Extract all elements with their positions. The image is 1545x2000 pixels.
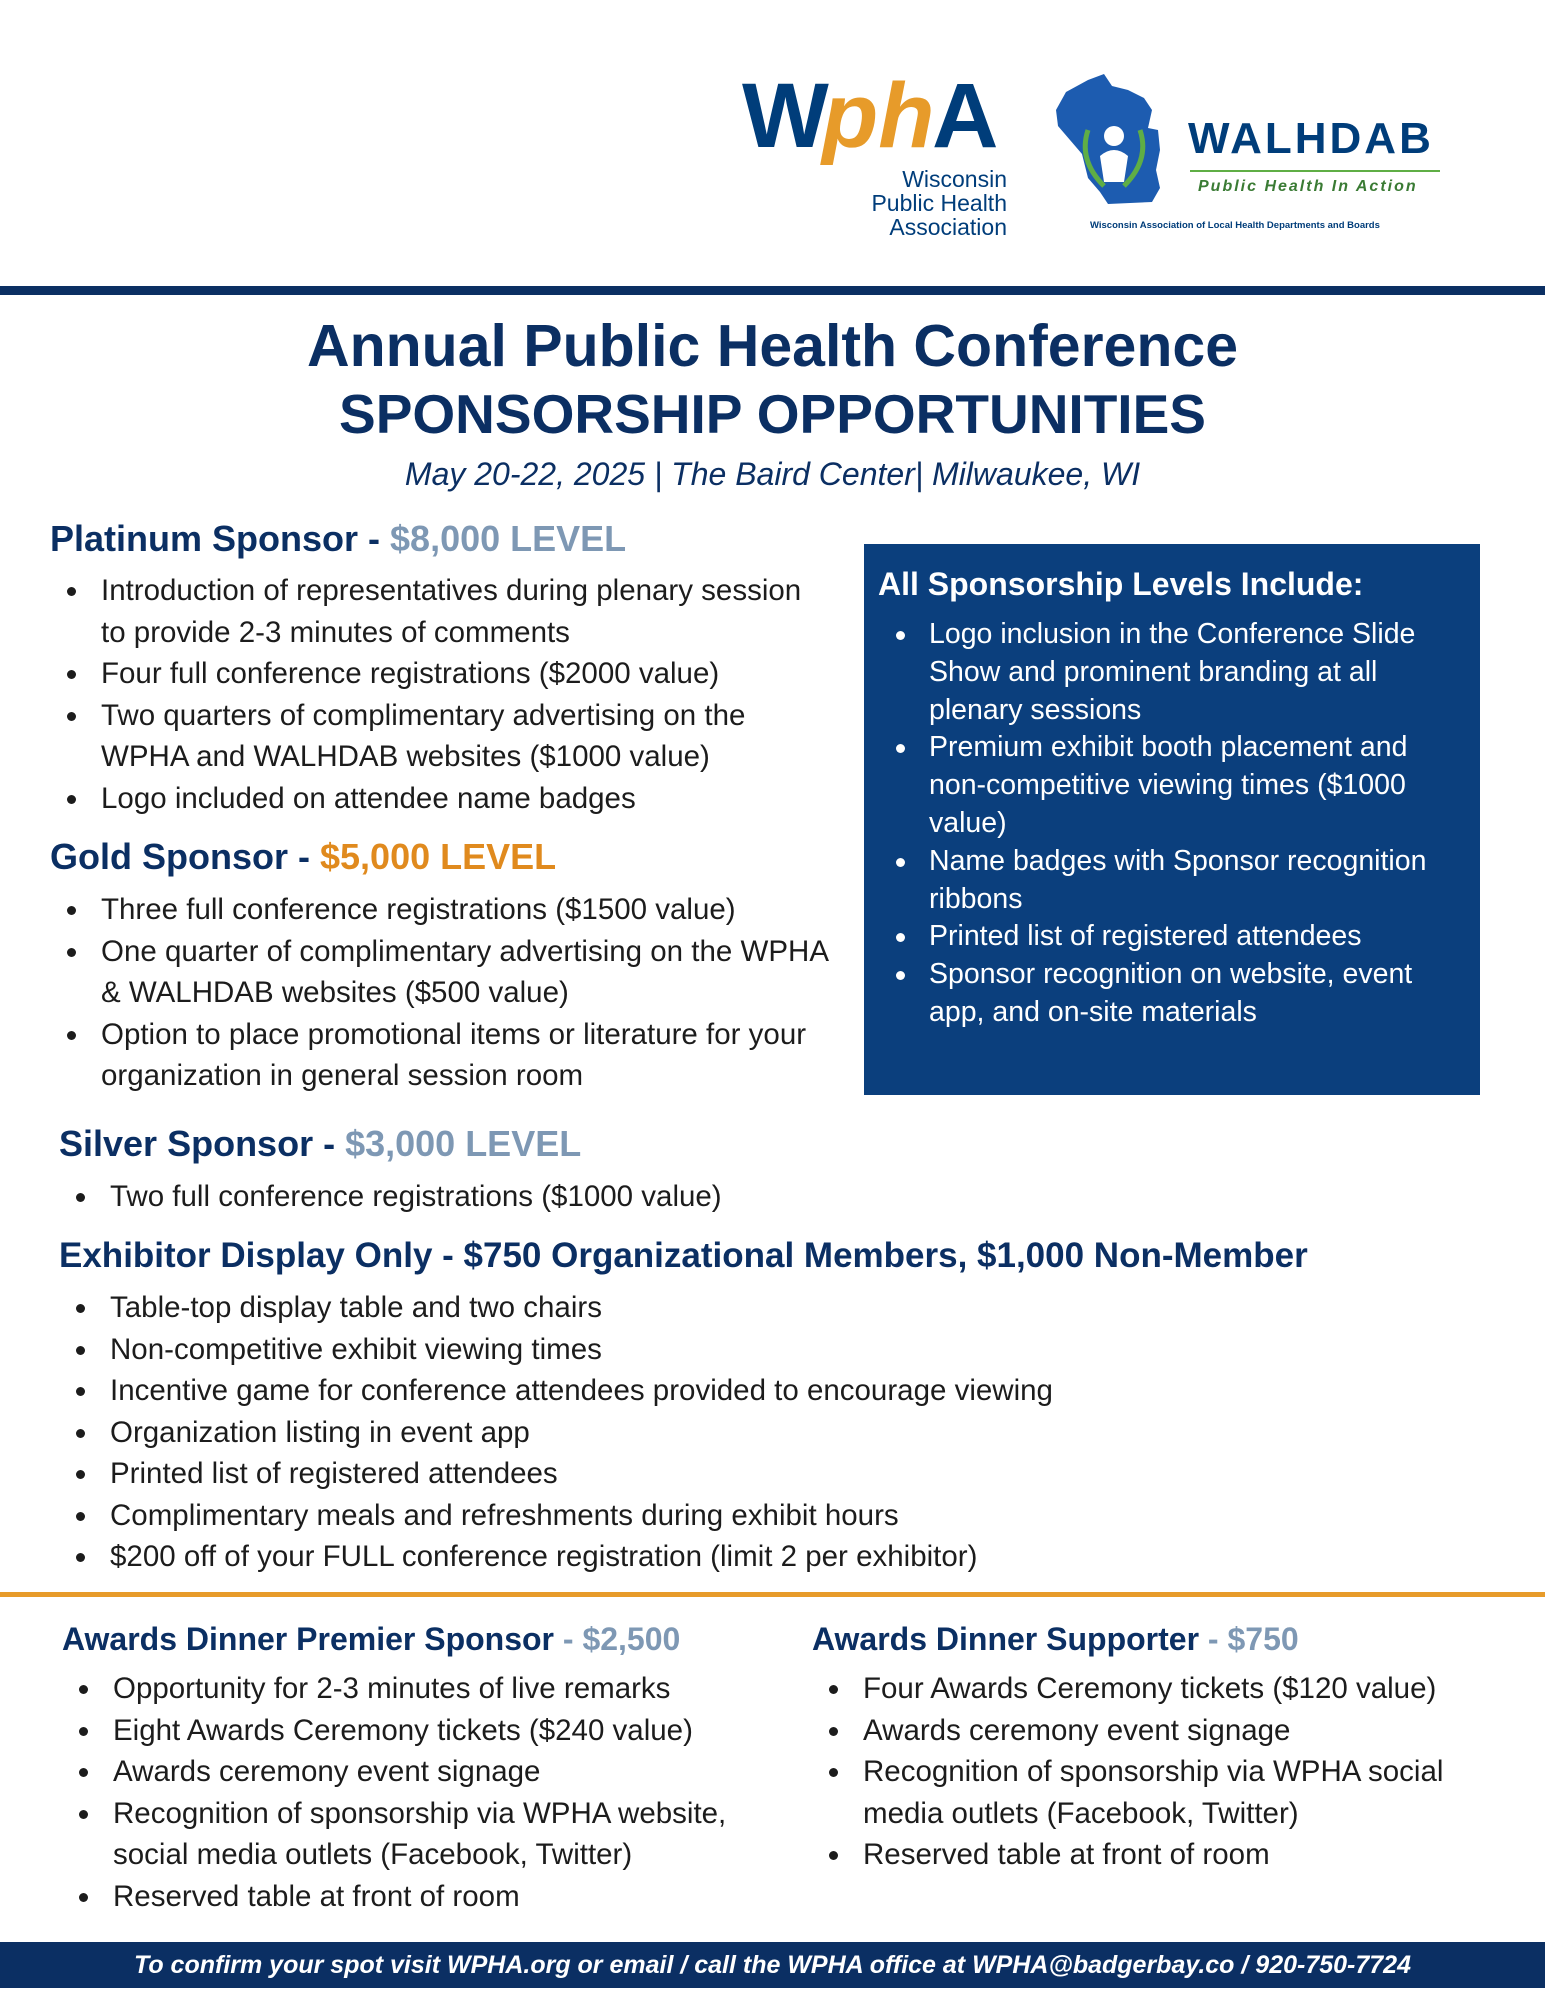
wpha-sub-line3: Association xyxy=(889,214,1007,240)
list-item: Logo inclusion in the Conference Slide Show and prominent branding at all plenary sessions xyxy=(864,616,1464,729)
event-dateline: May 20-22, 2025 | The Baird Center| Milwaukee, WI xyxy=(404,456,1141,492)
silver-benefits xyxy=(59,1176,1059,1218)
silver-price: $3,000 LEVEL xyxy=(345,1123,582,1164)
all-levels-title: All Sponsorship Levels Include: xyxy=(878,566,1364,602)
wpha-sub-line2: Public Health xyxy=(871,190,1007,216)
wpha-letter-a: A xyxy=(932,65,999,165)
list-item: One quarter of complimentary advertising on the WPHA & WALHDAB websites ($500 value) xyxy=(50,931,830,1014)
list-item: Awards ceremony event signage xyxy=(62,1751,792,1793)
exhibitor-heading: Exhibitor Display Only - $750 Organizational Members, $1,000 Non-Member xyxy=(59,1236,1308,1275)
awards-premier-heading xyxy=(62,1621,680,1658)
list-item: Complimentary meals and refreshments during exhibit hours xyxy=(59,1495,1459,1537)
platinum-name: Platinum Sponsor xyxy=(50,518,359,559)
wisconsin-map-icon xyxy=(1048,70,1178,210)
walhdab-divider xyxy=(1190,170,1440,172)
list-item: Two quarters of complimentary advertising on the WPHA and WALHDAB websites ($1000 value) xyxy=(50,695,810,778)
list-item: Opportunity for 2-3 minutes of live remarks xyxy=(62,1668,792,1710)
header-divider xyxy=(0,286,1545,295)
awards-supporter-benefits xyxy=(812,1668,1512,1876)
page-subtitle: SPONSORSHIP OPPORTUNITIES xyxy=(339,383,1206,445)
gold-name: Gold Sponsor xyxy=(50,836,288,877)
gold-heading xyxy=(50,836,556,878)
list-item: Option to place promotional items or literature for your organization in general session room xyxy=(50,1014,830,1097)
wpha-wordmark xyxy=(742,45,1007,165)
wpha-subtitle xyxy=(787,167,1007,239)
platinum-price: $8,000 LEVEL xyxy=(390,518,627,559)
list-item: Eight Awards Ceremony tickets ($240 value) xyxy=(62,1710,792,1752)
list-item: Logo included on attendee name badges xyxy=(50,778,810,820)
gold-sep: - xyxy=(288,836,320,877)
walhdab-logo xyxy=(1048,70,1448,240)
walhdab-name: WALHDAB xyxy=(1188,114,1434,163)
list-item: $200 off of your FULL conference registration (limit 2 per exhibitor) xyxy=(59,1536,1459,1578)
wpha-letter-w: W xyxy=(742,65,829,165)
list-item: Recognition of sponsorship via WPHA social media outlets (Facebook, Twitter) xyxy=(812,1751,1512,1834)
list-item: Four Awards Ceremony tickets ($120 value) xyxy=(812,1668,1512,1710)
awards-premier-name: Awards Dinner Premier Sponsor xyxy=(62,1621,554,1657)
silver-name: Silver Sponsor xyxy=(59,1123,314,1164)
list-item: Incentive game for conference attendees provided to encourage viewing xyxy=(59,1370,1459,1412)
list-item: Premium exhibit booth placement and non-competitive viewing times ($1000 value) xyxy=(864,729,1464,842)
list-item: Introduction of representatives during plenary session to provide 2-3 minutes of comments xyxy=(50,570,810,653)
wpha-sub-line1: Wisconsin xyxy=(902,166,1007,192)
platinum-heading xyxy=(50,518,626,560)
awards-supporter-heading xyxy=(812,1621,1299,1658)
list-item: Printed list of registered attendees xyxy=(864,918,1464,956)
list-item: Name badges with Sponsor recognition ribbons xyxy=(864,843,1464,919)
wpha-letters-ph: ph xyxy=(822,65,935,165)
list-item: Reserved table at front of room xyxy=(62,1876,792,1918)
gold-benefits xyxy=(50,889,830,1097)
platinum-benefits xyxy=(50,570,810,819)
platinum-sep: - xyxy=(358,518,391,559)
contact-footer: To confirm your spot visit WPHA.org or email / call the WPHA office at WPHA@badgerbay.co / 920-750-7724 xyxy=(0,1942,1545,1988)
list-item: Non-competitive exhibit viewing times xyxy=(59,1329,1459,1371)
awards-supporter-name: Awards Dinner Supporter xyxy=(812,1621,1200,1657)
gold-price: $5,000 LEVEL xyxy=(320,836,557,877)
silver-sep: - xyxy=(313,1123,346,1164)
exhibitor-benefits xyxy=(59,1287,1459,1578)
list-item: Recognition of sponsorship via WPHA website, social media outlets (Facebook, Twitter) xyxy=(62,1793,792,1876)
awards-supporter-price: - $750 xyxy=(1199,1621,1299,1657)
list-item: Sponsor recognition on website, event app, and on-site materials xyxy=(864,956,1464,1032)
list-item: Three full conference registrations ($1500 value) xyxy=(50,889,830,931)
section-divider xyxy=(0,1592,1545,1597)
list-item: Printed list of registered attendees xyxy=(59,1453,1459,1495)
walhdab-tagline: Public Health In Action xyxy=(1198,178,1418,195)
walhdab-fullname: Wisconsin Association of Local Health Departments and Boards xyxy=(1090,220,1380,231)
list-item: Table-top display table and two chairs xyxy=(59,1287,1459,1329)
list-item: Reserved table at front of room xyxy=(812,1834,1512,1876)
all-levels-benefits xyxy=(864,616,1464,1032)
page-title: Annual Public Health Conference xyxy=(306,313,1239,379)
list-item: Awards ceremony event signage xyxy=(812,1710,1512,1752)
silver-heading xyxy=(59,1123,581,1165)
awards-premier-price: - $2,500 xyxy=(554,1621,681,1657)
wpha-logo xyxy=(742,45,1007,245)
awards-premier-benefits xyxy=(62,1668,792,1917)
list-item: Two full conference registrations ($1000 value) xyxy=(59,1176,1059,1218)
list-item: Four full conference registrations ($2000 value) xyxy=(50,653,810,695)
list-item: Organization listing in event app xyxy=(59,1412,1459,1454)
all-levels-box xyxy=(864,544,1480,1095)
